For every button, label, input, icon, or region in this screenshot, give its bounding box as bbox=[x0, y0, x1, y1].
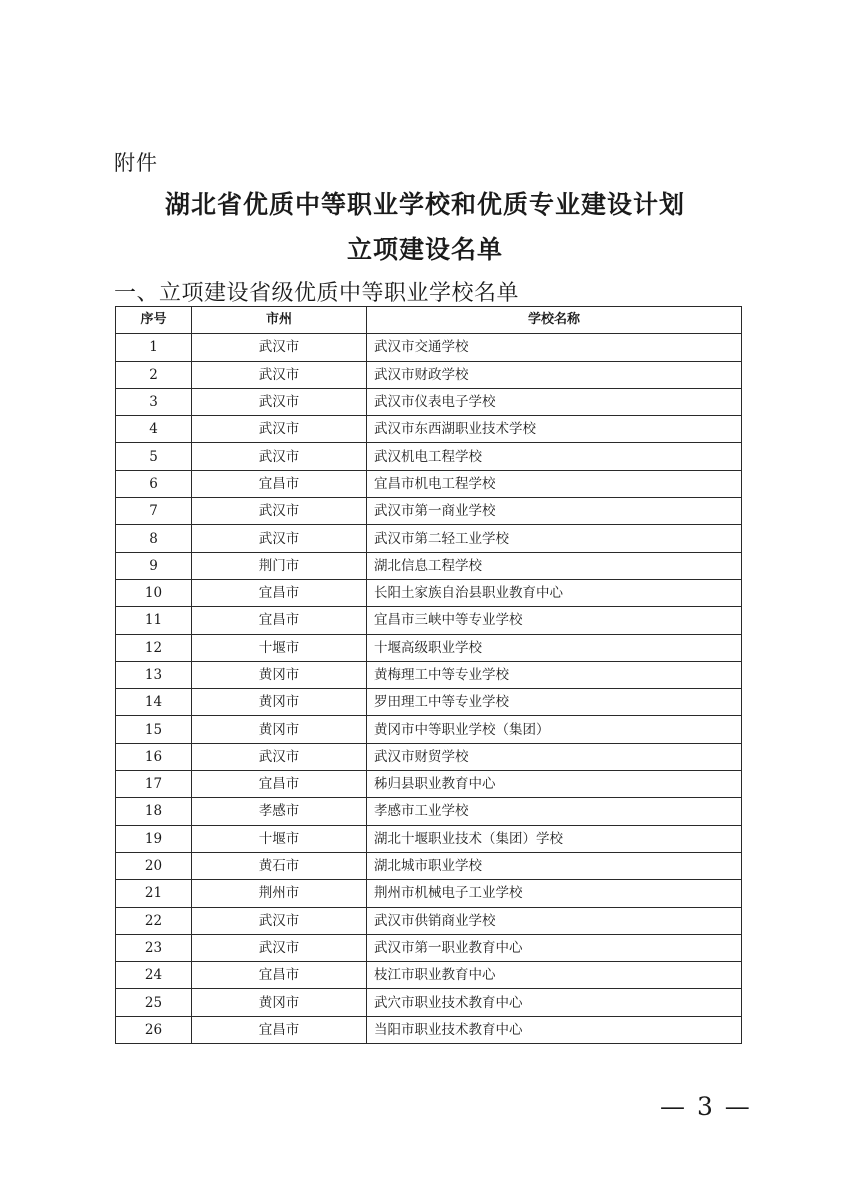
cell-city: 黄冈市 bbox=[192, 661, 367, 688]
cell-city: 武汉市 bbox=[192, 361, 367, 388]
header-serial-number: 序号 bbox=[116, 307, 192, 334]
page-number: — 3 — bbox=[660, 1092, 752, 1121]
cell-serial-number: 22 bbox=[116, 907, 192, 934]
cell-school-name: 武汉市交通学校 bbox=[367, 334, 742, 361]
cell-school-name: 黄梅理工中等专业学校 bbox=[367, 661, 742, 688]
cell-school-name: 武汉市财政学校 bbox=[367, 361, 742, 388]
cell-city: 武汉市 bbox=[192, 907, 367, 934]
table-row bbox=[116, 661, 742, 688]
cell-school-name: 枝江市职业教育中心 bbox=[367, 962, 742, 989]
cell-serial-number: 26 bbox=[116, 1016, 192, 1043]
table-row bbox=[116, 416, 742, 443]
table-row bbox=[116, 907, 742, 934]
cell-serial-number: 16 bbox=[116, 743, 192, 770]
table-row bbox=[116, 852, 742, 879]
cell-serial-number: 7 bbox=[116, 498, 192, 525]
cell-school-name: 湖北城市职业学校 bbox=[367, 852, 742, 879]
cell-serial-number: 3 bbox=[116, 388, 192, 415]
cell-school-name: 武汉市仪表电子学校 bbox=[367, 388, 742, 415]
table-row bbox=[116, 498, 742, 525]
document-title-line-2: 立项建设名单 bbox=[346, 235, 503, 264]
table-row bbox=[116, 443, 742, 470]
cell-city: 荆州市 bbox=[192, 880, 367, 907]
cell-city: 宜昌市 bbox=[192, 771, 367, 798]
cell-city: 武汉市 bbox=[192, 388, 367, 415]
cell-city: 武汉市 bbox=[192, 334, 367, 361]
table-row bbox=[116, 525, 742, 552]
cell-city: 十堰市 bbox=[192, 825, 367, 852]
table-row bbox=[116, 689, 742, 716]
cell-school-name: 武汉市供销商业学校 bbox=[367, 907, 742, 934]
cell-school-name: 长阳土家族自治县职业教育中心 bbox=[367, 579, 742, 606]
table-row bbox=[116, 634, 742, 661]
cell-school-name: 孝感市工业学校 bbox=[367, 798, 742, 825]
cell-serial-number: 14 bbox=[116, 689, 192, 716]
table-body bbox=[116, 334, 742, 1044]
cell-serial-number: 24 bbox=[116, 962, 192, 989]
document-title-line-1: 湖北省优质中等职业学校和优质专业建设计划 bbox=[164, 190, 685, 219]
cell-city: 武汉市 bbox=[192, 498, 367, 525]
cell-school-name: 宜昌市机电工程学校 bbox=[367, 470, 742, 497]
cell-serial-number: 4 bbox=[116, 416, 192, 443]
cell-city: 武汉市 bbox=[192, 934, 367, 961]
cell-city: 黄石市 bbox=[192, 852, 367, 879]
cell-city: 宜昌市 bbox=[192, 607, 367, 634]
school-list-table bbox=[115, 306, 742, 1044]
cell-school-name: 武汉市第一商业学校 bbox=[367, 498, 742, 525]
cell-city: 宜昌市 bbox=[192, 1016, 367, 1043]
cell-serial-number: 18 bbox=[116, 798, 192, 825]
cell-school-name: 武汉市东西湖职业技术学校 bbox=[367, 416, 742, 443]
cell-serial-number: 19 bbox=[116, 825, 192, 852]
cell-city: 武汉市 bbox=[192, 525, 367, 552]
cell-serial-number: 10 bbox=[116, 579, 192, 606]
cell-school-name: 十堰高级职业学校 bbox=[367, 634, 742, 661]
cell-school-name: 武汉市财贸学校 bbox=[367, 743, 742, 770]
table-row bbox=[116, 880, 742, 907]
table-row bbox=[116, 934, 742, 961]
table-row bbox=[116, 552, 742, 579]
cell-school-name: 武穴市职业技术教育中心 bbox=[367, 989, 742, 1016]
table-row bbox=[116, 334, 742, 361]
header-city: 市州 bbox=[192, 307, 367, 334]
cell-serial-number: 23 bbox=[116, 934, 192, 961]
cell-school-name: 武汉市第一职业教育中心 bbox=[367, 934, 742, 961]
cell-city: 黄冈市 bbox=[192, 716, 367, 743]
cell-serial-number: 20 bbox=[116, 852, 192, 879]
section-heading: 一、立项建设省级优质中等职业学校名单 bbox=[114, 281, 520, 306]
table-row bbox=[116, 716, 742, 743]
table-row bbox=[116, 579, 742, 606]
cell-serial-number: 13 bbox=[116, 661, 192, 688]
table-row bbox=[116, 743, 742, 770]
cell-city: 宜昌市 bbox=[192, 962, 367, 989]
cell-serial-number: 15 bbox=[116, 716, 192, 743]
cell-school-name: 宜昌市三峡中等专业学校 bbox=[367, 607, 742, 634]
cell-school-name: 秭归县职业教育中心 bbox=[367, 771, 742, 798]
cell-school-name: 当阳市职业技术教育中心 bbox=[367, 1016, 742, 1043]
cell-city: 宜昌市 bbox=[192, 579, 367, 606]
cell-school-name: 湖北十堰职业技术（集团）学校 bbox=[367, 825, 742, 852]
table-row bbox=[116, 1016, 742, 1043]
table-row bbox=[116, 989, 742, 1016]
cell-city: 荆门市 bbox=[192, 552, 367, 579]
cell-serial-number: 6 bbox=[116, 470, 192, 497]
cell-school-name: 罗田理工中等专业学校 bbox=[367, 689, 742, 716]
cell-serial-number: 17 bbox=[116, 771, 192, 798]
cell-school-name: 黄冈市中等职业学校（集团） bbox=[367, 716, 742, 743]
cell-city: 武汉市 bbox=[192, 416, 367, 443]
cell-city: 十堰市 bbox=[192, 634, 367, 661]
table-row bbox=[116, 962, 742, 989]
header-school-name: 学校名称 bbox=[367, 307, 742, 334]
cell-school-name: 武汉市第二轻工业学校 bbox=[367, 525, 742, 552]
table-row bbox=[116, 771, 742, 798]
cell-city: 武汉市 bbox=[192, 743, 367, 770]
cell-school-name: 武汉机电工程学校 bbox=[367, 443, 742, 470]
cell-serial-number: 1 bbox=[116, 334, 192, 361]
cell-serial-number: 8 bbox=[116, 525, 192, 552]
table-row bbox=[116, 361, 742, 388]
attachment-label: 附件 bbox=[114, 151, 158, 175]
table-header-row bbox=[116, 307, 742, 334]
table-row bbox=[116, 607, 742, 634]
cell-serial-number: 9 bbox=[116, 552, 192, 579]
cell-serial-number: 25 bbox=[116, 989, 192, 1016]
cell-serial-number: 5 bbox=[116, 443, 192, 470]
cell-school-name: 荆州市机械电子工业学校 bbox=[367, 880, 742, 907]
cell-city: 孝感市 bbox=[192, 798, 367, 825]
cell-serial-number: 2 bbox=[116, 361, 192, 388]
table-row bbox=[116, 388, 742, 415]
cell-serial-number: 21 bbox=[116, 880, 192, 907]
cell-city: 武汉市 bbox=[192, 443, 367, 470]
cell-school-name: 湖北信息工程学校 bbox=[367, 552, 742, 579]
cell-serial-number: 12 bbox=[116, 634, 192, 661]
cell-city: 黄冈市 bbox=[192, 689, 367, 716]
table-row bbox=[116, 825, 742, 852]
cell-city: 宜昌市 bbox=[192, 470, 367, 497]
cell-serial-number: 11 bbox=[116, 607, 192, 634]
table-row bbox=[116, 798, 742, 825]
table-row bbox=[116, 470, 742, 497]
cell-city: 黄冈市 bbox=[192, 989, 367, 1016]
